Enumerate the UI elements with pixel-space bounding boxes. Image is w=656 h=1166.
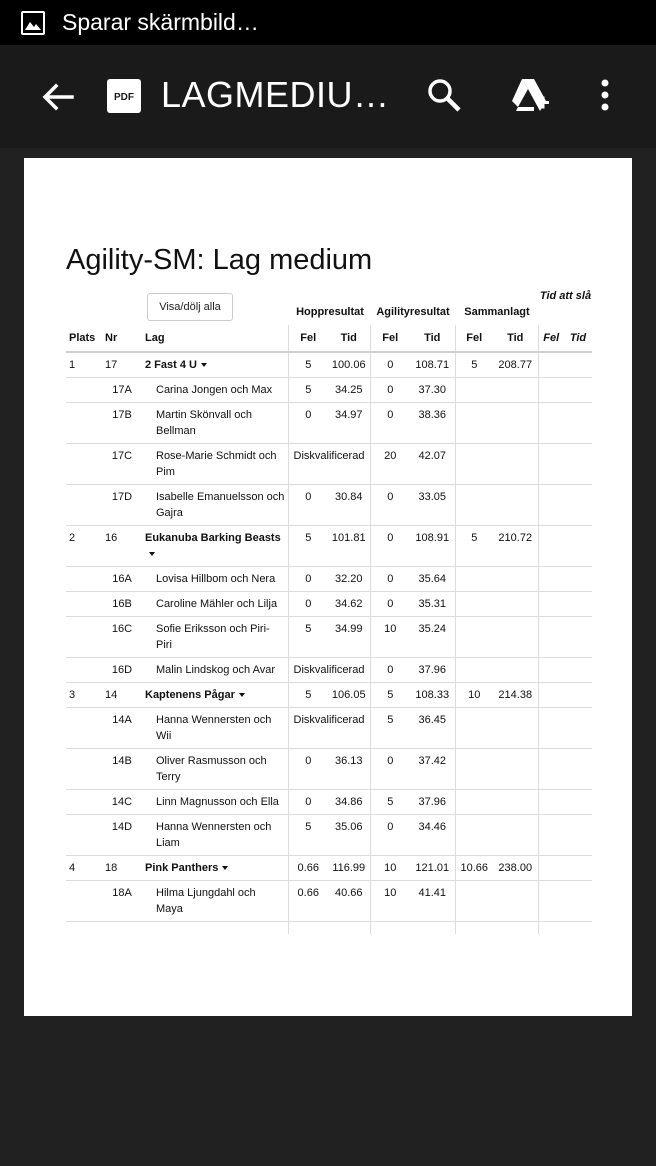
cell-lag: Hanna Wennersten och Wii [142,708,288,749]
cell-plats [66,708,102,749]
cell-hopp-fel: 5 [288,617,328,658]
caret-down-icon[interactable] [222,866,228,870]
cell-plats [66,444,102,485]
cell-samman-fel [455,708,493,749]
cell-samman-fel [455,567,493,592]
page-title: Agility-SM: Lag medium [66,244,373,276]
cell-samman-fel [455,790,493,815]
cell-plats [66,881,102,922]
cell-tidattsla-tid [564,526,592,567]
cell-tidattsla-tid [564,658,592,683]
pdf-file-icon: PDF [107,79,141,113]
cell-samman-tid [493,444,538,485]
cell-plats [66,378,102,403]
screenshot-icon [21,11,45,35]
empty-cell [288,922,328,934]
cell-samman-tid [493,790,538,815]
cell-samman-fel [455,378,493,403]
cell-nr: 16 [102,526,142,567]
cell-hopp-fel: 5 [288,526,328,567]
cell-agility-tid: 35.31 [410,592,455,617]
cell-agility-fel: 10 [370,856,410,881]
cell-agility-fel: 0 [370,749,410,790]
member-row [66,485,592,526]
cell-samman-fel [455,592,493,617]
cell-samman-fel: 5 [455,352,493,378]
cell-agility-fel: 0 [370,658,410,683]
cell-agility-fel: 0 [370,815,410,856]
cell-tidattsla-fel [538,526,564,567]
empty-cell [538,922,564,934]
cell-samman-fel [455,617,493,658]
cell-disqualified: Diskvalificerad [288,444,370,485]
cell-nr: 16B [102,592,142,617]
cell-tidattsla-tid [564,815,592,856]
cell-hopp-fel: 0 [288,485,328,526]
caret-down-icon[interactable] [201,363,207,367]
cell-tidattsla-tid [564,683,592,708]
app-toolbar [0,45,656,148]
member-row [66,403,592,444]
cell-samman-tid [493,815,538,856]
team-name: Eukanuba Barking Beasts [145,532,281,544]
cell-agility-fel: 0 [370,378,410,403]
cell-tidattsla-tid [564,856,592,881]
cell-lag: Malin Lindskog och Avar [142,658,288,683]
cell-samman-tid: 214.38 [493,683,538,708]
cell-tidattsla-tid [564,403,592,444]
cell-hopp-tid: 116.99 [328,856,370,881]
cell-plats [66,617,102,658]
cell-plats [66,592,102,617]
cell-agility-fel: 0 [370,567,410,592]
cell-tidattsla-tid [564,592,592,617]
cell-agility-tid: 108.71 [410,352,455,378]
cell-hopp-fel: 0 [288,749,328,790]
empty-cell [66,922,102,934]
cell-nr: 16D [102,658,142,683]
cell-samman-fel [455,444,493,485]
cell-hopp-tid: 34.62 [328,592,370,617]
cell-agility-tid: 36.45 [410,708,455,749]
cell-agility-tid: 38.36 [410,403,455,444]
member-row [66,881,592,922]
cell-lag: Martin Skönvall och Bellman [142,403,288,444]
cell-hopp-tid: 36.13 [328,749,370,790]
cell-samman-tid [493,749,538,790]
document-title: LAGMEDIU… [161,74,390,115]
cell-tidattsla-tid [564,749,592,790]
caret-down-icon[interactable] [149,552,155,556]
cell-samman-fel [455,403,493,444]
cell-lag: Oliver Rasmusson och Terry [142,749,288,790]
cell-samman-tid [493,378,538,403]
cell-tidattsla-tid [564,708,592,749]
cell-lag[interactable] [142,856,288,881]
cell-samman-tid [493,592,538,617]
cell-agility-tid: 108.33 [410,683,455,708]
cell-nr: 18A [102,881,142,922]
cell-lag: Sofie Eriksson och Piri-Piri [142,617,288,658]
cell-hopp-fel: 0 [288,790,328,815]
team-name: 2 Fast 4 U [145,359,197,371]
cell-lag: Isabelle Emanuelsson och Gajra [142,485,288,526]
cell-hopp-fel: 0 [288,403,328,444]
table-header-row [66,325,592,352]
cell-nr: 16C [102,617,142,658]
empty-cell [142,922,288,934]
member-row [66,592,592,617]
cell-samman-fel [455,881,493,922]
cell-nr: 14 [102,683,142,708]
cell-tidattsla-tid [564,444,592,485]
cell-agility-tid: 35.24 [410,617,455,658]
cell-lag: Carina Jongen och Max [142,378,288,403]
cell-plats [66,485,102,526]
member-row [66,708,592,749]
cell-nr: 17 [102,352,142,378]
cell-agility-tid: 37.30 [410,378,455,403]
member-row [66,617,592,658]
cell-plats [66,567,102,592]
member-row [66,790,592,815]
cell-tidattsla-tid [564,378,592,403]
cell-samman-tid [493,658,538,683]
cell-tidattsla-fel [538,403,564,444]
cell-tidattsla-tid [564,352,592,378]
col-samman-fel: Fel [455,325,493,352]
member-row [66,749,592,790]
status-text: Sparar skärmbild… [62,9,259,35]
cell-lag[interactable] [142,352,288,378]
cell-samman-fel: 5 [455,526,493,567]
cell-nr: 16A [102,567,142,592]
cell-lag: Hanna Wennersten och Liam [142,815,288,856]
cell-agility-fel: 10 [370,617,410,658]
cell-tidattsla-fel [538,658,564,683]
cell-nr: 17A [102,378,142,403]
cell-tidattsla-tid [564,881,592,922]
cell-samman-tid [493,485,538,526]
cell-disqualified: Diskvalificerad [288,658,370,683]
team-name: Pink Panthers [145,862,219,874]
cell-agility-fel: 5 [370,708,410,749]
cell-lag: Hilma Ljungdahl och Maya [142,881,288,922]
back-arrow-icon[interactable] [38,77,78,117]
cell-samman-fel: 10 [455,683,493,708]
cell-agility-fel: 0 [370,403,410,444]
caret-down-icon[interactable] [239,693,245,697]
cell-hopp-fel: 5 [288,378,328,403]
col-plats: Plats [66,325,102,352]
cell-plats [66,749,102,790]
cell-hopp-fel: 5 [288,683,328,708]
col-agility-tid: Tid [410,325,455,352]
cell-hopp-tid: 106.05 [328,683,370,708]
cell-hopp-tid: 100.06 [328,352,370,378]
cell-samman-tid: 208.77 [493,352,538,378]
status-bar [0,0,656,45]
cell-nr: 17C [102,444,142,485]
cell-tidattsla-fel [538,617,564,658]
cell-hopp-fel: 0 [288,567,328,592]
team-row [66,683,592,708]
cell-nr: 14A [102,708,142,749]
cell-samman-tid [493,617,538,658]
search-icon[interactable] [424,75,464,115]
cell-agility-fel: 5 [370,790,410,815]
cell-plats: 2 [66,526,102,567]
cell-plats: 1 [66,352,102,378]
cell-samman-fel [455,815,493,856]
empty-cell [410,922,455,934]
cell-plats [66,790,102,815]
cell-hopp-tid: 34.25 [328,378,370,403]
cell-agility-fel: 5 [370,683,410,708]
team-name: Kaptenens Pågar [145,689,235,701]
cell-hopp-tid: 32.20 [328,567,370,592]
group-header-agility: Agilityresultat [376,306,450,318]
cell-samman-tid [493,567,538,592]
cell-lag: Linn Magnusson och Ella [142,790,288,815]
cell-tidattsla-fel [538,749,564,790]
cell-hopp-tid: 34.97 [328,403,370,444]
empty-cell [455,922,493,934]
cell-tidattsla-fel [538,444,564,485]
cell-agility-tid: 41.41 [410,881,455,922]
cell-agility-tid: 121.01 [410,856,455,881]
cell-hopp-tid: 40.66 [328,881,370,922]
cell-samman-tid: 238.00 [493,856,538,881]
team-row [66,856,592,881]
cell-agility-fel: 0 [370,592,410,617]
cell-hopp-tid: 35.06 [328,815,370,856]
cell-tidattsla-tid [564,567,592,592]
col-tidattsla-tid: Tid [564,325,592,352]
cell-agility-tid: 34.46 [410,815,455,856]
cell-tidattsla-fel [538,856,564,881]
cell-hopp-fel: 0 [288,592,328,617]
cell-tidattsla-fel [538,485,564,526]
member-row [66,815,592,856]
member-row [66,567,592,592]
col-agility-fel: Fel [370,325,410,352]
cell-nr: 17B [102,403,142,444]
empty-cell [328,922,370,934]
empty-cell [370,922,410,934]
cell-lag: Caroline Mähler och Lilja [142,592,288,617]
cell-agility-fel: 0 [370,526,410,567]
cell-tidattsla-fel [538,708,564,749]
cell-hopp-tid: 101.81 [328,526,370,567]
cell-samman-fel [455,485,493,526]
cell-tidattsla-fel [538,683,564,708]
cell-plats [66,658,102,683]
cell-agility-tid: 108.91 [410,526,455,567]
cell-nr: 14B [102,749,142,790]
cell-plats: 4 [66,856,102,881]
cell-tidattsla-fel [538,378,564,403]
cell-plats: 3 [66,683,102,708]
cell-agility-fel: 0 [370,352,410,378]
cell-hopp-fel: 0.66 [288,856,328,881]
empty-cell [102,922,142,934]
toggle-all-button[interactable]: Visa/dölj alla [147,293,233,321]
cell-tidattsla-fel [538,815,564,856]
cell-tidattsla-tid [564,617,592,658]
cell-nr: 17D [102,485,142,526]
cell-nr: 14C [102,790,142,815]
cell-plats [66,403,102,444]
team-row [66,526,592,567]
cell-agility-tid: 37.96 [410,658,455,683]
group-header-tid-att-sla: Tid att slå [539,290,592,302]
cell-samman-fel [455,658,493,683]
cell-agility-tid: 33.05 [410,485,455,526]
cell-tidattsla-fel [538,881,564,922]
col-tidattsla-fel: Fel [538,325,564,352]
cell-samman-tid: 210.72 [493,526,538,567]
results-table [66,325,592,934]
team-row [66,352,592,378]
cell-agility-fel: 20 [370,444,410,485]
cell-lag[interactable] [142,526,288,567]
col-hopp-tid: Tid [328,325,370,352]
col-lag: Lag [142,325,288,352]
cell-hopp-tid: 34.99 [328,617,370,658]
cell-tidattsla-fel [538,567,564,592]
cell-nr: 14D [102,815,142,856]
cell-agility-fel: 10 [370,881,410,922]
cell-agility-tid: 37.42 [410,749,455,790]
pdf-page [24,158,632,1016]
cell-hopp-tid: 30.84 [328,485,370,526]
member-row [66,658,592,683]
cell-samman-tid [493,881,538,922]
empty-cell [564,922,592,934]
more-options-icon[interactable] [590,75,620,115]
cell-samman-fel: 10.66 [455,856,493,881]
cell-lag: Lovisa Hillbom och Nera [142,567,288,592]
cell-hopp-tid: 34.86 [328,790,370,815]
cell-tidattsla-fel [538,592,564,617]
cell-lag: Rose-Marie Schmidt och Pim [142,444,288,485]
cell-tidattsla-tid [564,790,592,815]
cell-hopp-fel: 5 [288,815,328,856]
group-header-hopp: Hoppresultat [296,306,364,318]
member-row [66,378,592,403]
cell-disqualified: Diskvalificerad [288,708,370,749]
cell-agility-fel: 0 [370,485,410,526]
cell-samman-tid [493,708,538,749]
col-nr: Nr [102,325,142,352]
cell-lag[interactable] [142,683,288,708]
empty-cell [493,922,538,934]
cell-tidattsla-fel [538,352,564,378]
cell-agility-tid: 37.96 [410,790,455,815]
cell-tidattsla-fel [538,790,564,815]
group-header-samman: Sammanlagt [464,306,530,318]
cell-hopp-fel: 5 [288,352,328,378]
cell-samman-tid [493,403,538,444]
add-to-drive-icon[interactable] [508,75,552,115]
col-samman-tid: Tid [493,325,538,352]
cell-plats [66,815,102,856]
cell-agility-tid: 42.07 [410,444,455,485]
table-row [66,922,592,934]
member-row [66,444,592,485]
col-hopp-fel: Fel [288,325,328,352]
cell-samman-fel [455,749,493,790]
cell-hopp-fel: 0.66 [288,881,328,922]
cell-nr: 18 [102,856,142,881]
cell-tidattsla-tid [564,485,592,526]
cell-agility-tid: 35.64 [410,567,455,592]
